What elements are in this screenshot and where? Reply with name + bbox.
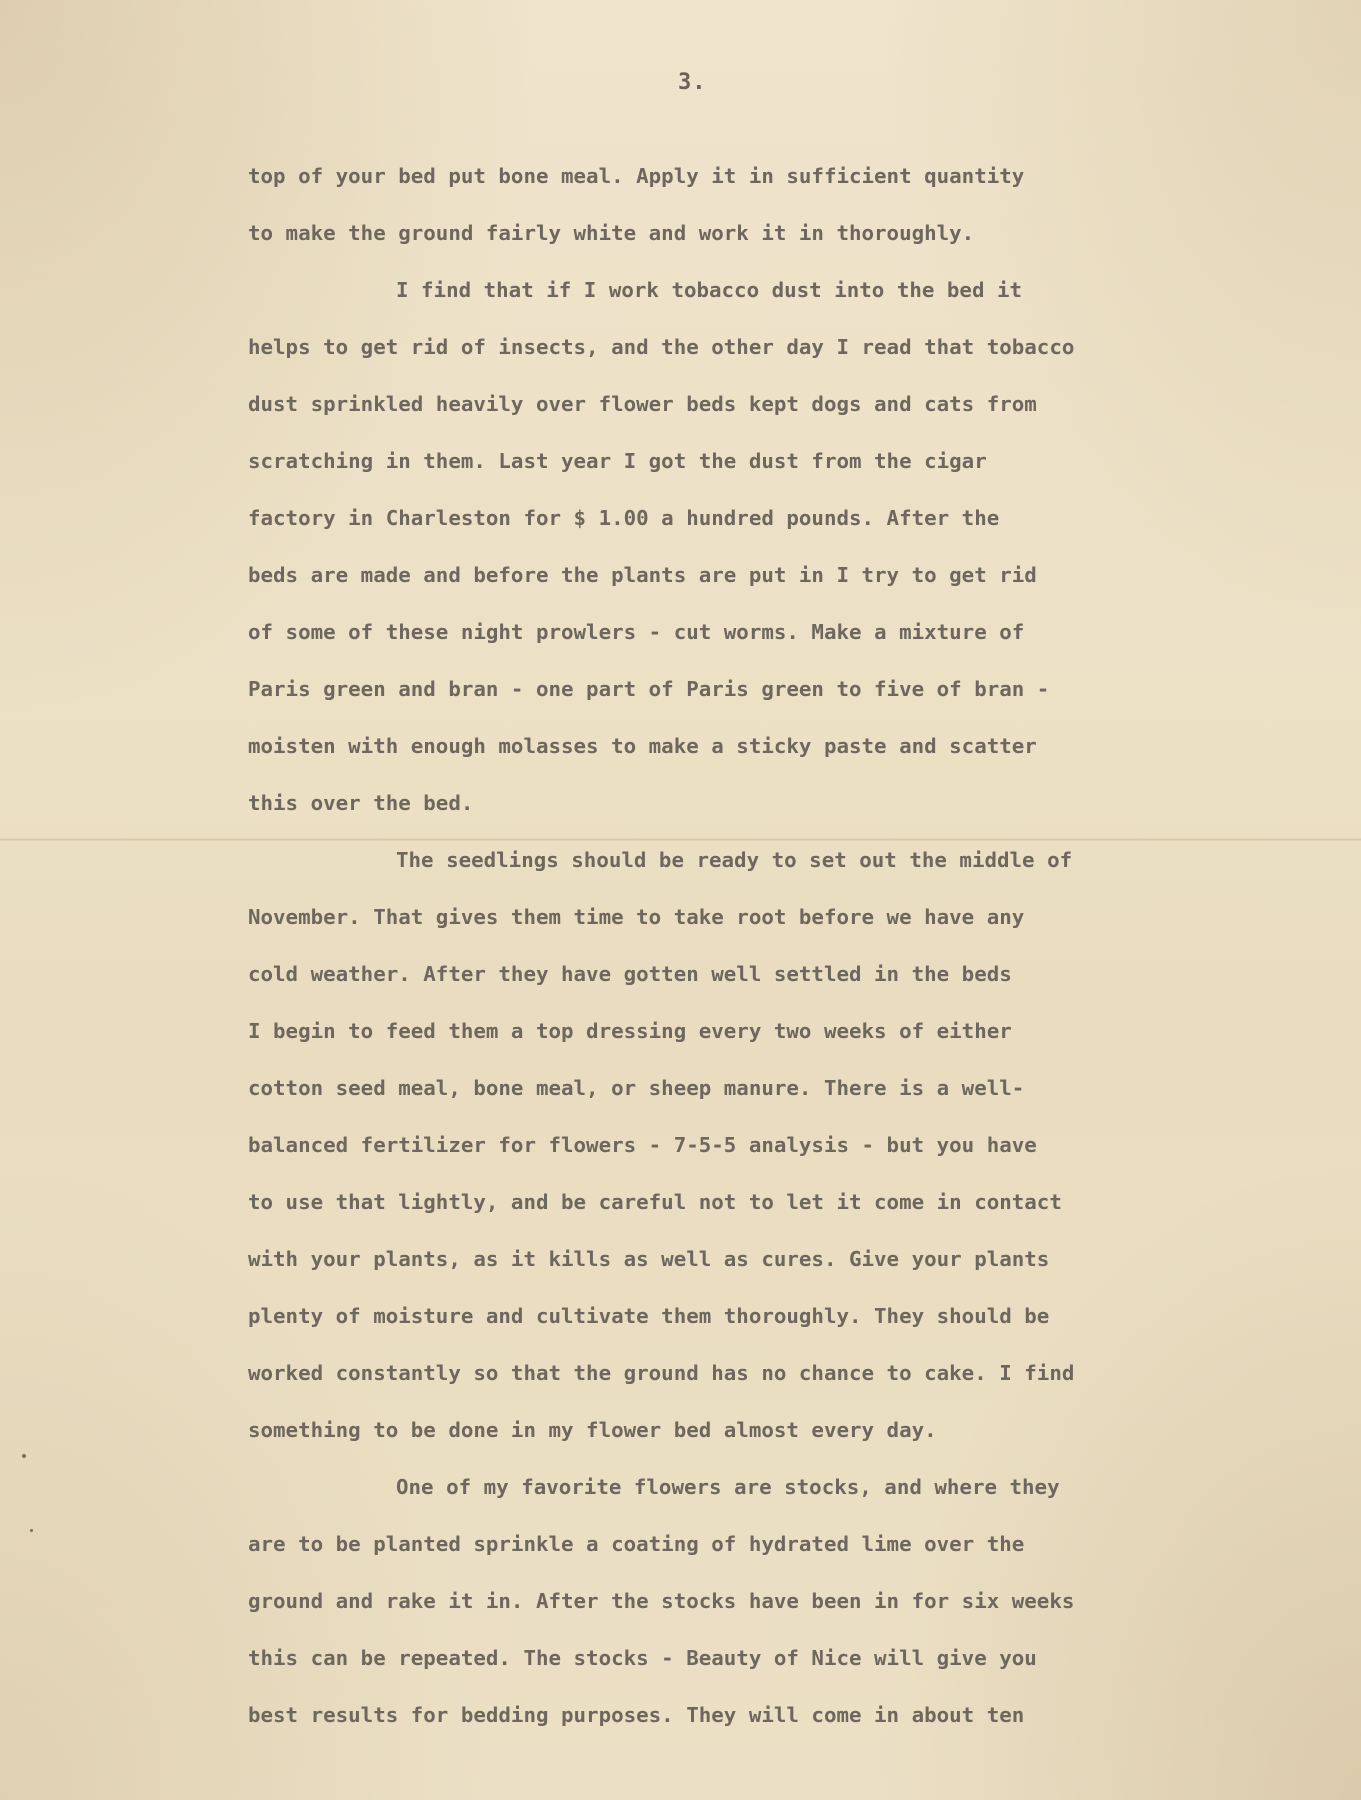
text-line: moisten with enough molasses to make a sticky paste and scatter [248,734,1037,758]
text-line: Paris green and bran - one part of Paris green to five of bran - [248,677,1050,701]
text-line: I find that if I work tobacco dust into the bed it [396,278,1023,302]
text-line: The seedlings should be ready to set out the middle of [396,848,1073,872]
text-line: ground and rake it in. After the stocks have been in for six weeks [248,1589,1075,1613]
text-line: of some of these night prowlers - cut worms. Make a mixture of [248,620,1025,644]
text-line: with your plants, as it kills as well as cures. Give your plants [248,1247,1050,1271]
text-line: November. That gives them time to take root before we have any [248,905,1025,929]
text-line: plenty of moisture and cultivate them thoroughly. They should be [248,1304,1050,1328]
paper-speck [30,1529,33,1532]
text-line: dust sprinkled heavily over flower beds kept dogs and cats from [248,392,1037,416]
text-line: worked constantly so that the ground has no chance to cake. I find [248,1361,1075,1385]
text-line: scratching in them. Last year I got the dust from the cigar [248,449,987,473]
text-line: helps to get rid of insects, and the other day I read that tobacco [248,335,1075,359]
text-line: factory in Charleston for $ 1.00 a hundred pounds. After the [248,506,1000,530]
text-line: balanced fertilizer for flowers - 7-5-5 analysis - but you have [248,1133,1037,1157]
text-line: are to be planted sprinkle a coating of hydrated lime over the [248,1532,1025,1556]
page-number: 3. [678,70,707,95]
text-line: top of your bed put bone meal. Apply it in sufficient quantity [248,164,1025,188]
text-line: best results for bedding purposes. They will come in about ten [248,1703,1025,1727]
text-line: One of my favorite flowers are stocks, and where they [396,1475,1060,1499]
text-line: this can be repeated. The stocks - Beauty of Nice will give you [248,1646,1037,1670]
text-line: this over the bed. [248,791,474,815]
text-line: cold weather. After they have gotten well settled in the beds [248,962,1012,986]
paper-speck [22,1454,26,1458]
text-line: to make the ground fairly white and work it in thoroughly. [248,221,975,245]
text-line: beds are made and before the plants are put in I try to get rid [248,563,1037,587]
text-line: something to be done in my flower bed almost every day. [248,1418,937,1442]
text-line: I begin to feed them a top dressing every two weeks of either [248,1019,1012,1043]
typed-body-text [248,148,1248,1744]
text-line: to use that lightly, and be careful not to let it come in contact [248,1190,1062,1214]
text-line: cotton seed meal, bone meal, or sheep manure. There is a well- [248,1076,1025,1100]
